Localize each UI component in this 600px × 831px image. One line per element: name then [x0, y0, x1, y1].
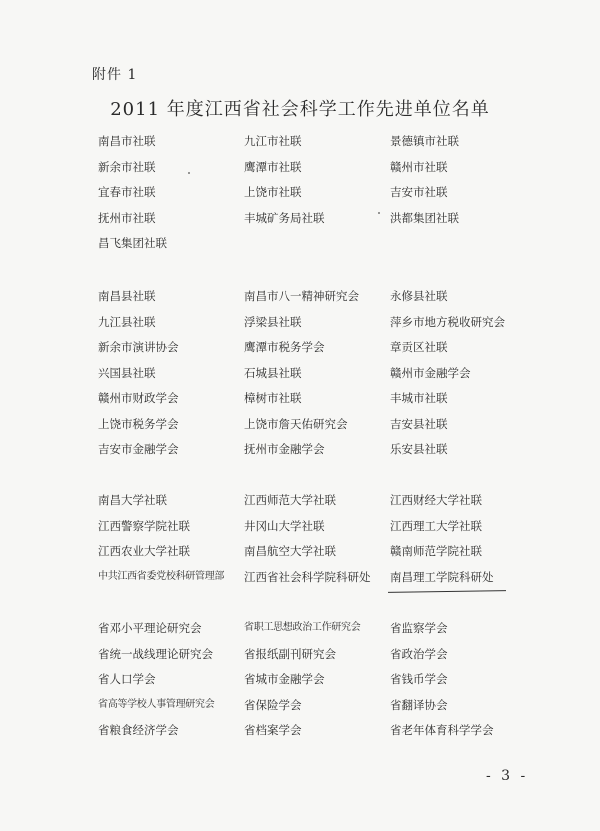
- section-university-federations: [98, 492, 538, 594]
- unit-name: 省保险学会: [244, 697, 302, 712]
- list-row: [98, 210, 538, 236]
- unit-name: 赣州市社联: [390, 159, 448, 174]
- document-title: 2011 年度江西省社会科学工作先进单位名单: [110, 99, 490, 120]
- unit-name: 九江县社联: [98, 314, 156, 329]
- scan-speck: [378, 212, 380, 214]
- page-number: - 3 -: [486, 768, 529, 784]
- list-row: [98, 288, 538, 314]
- list-row: [98, 441, 538, 467]
- unit-name: 省老年体育科学学会: [390, 723, 494, 737]
- unit-name: 省统一战线理论研究会: [98, 646, 213, 661]
- unit-name: 永修县社联: [390, 289, 448, 303]
- list-row: [98, 518, 538, 544]
- unit-name: 乐安县社联: [390, 442, 448, 456]
- list-row: [98, 543, 538, 569]
- list-row: [98, 184, 538, 210]
- unit-name: 萍乡市地方税收研究会: [390, 314, 505, 329]
- unit-name: 南昌县社联: [98, 289, 156, 303]
- unit-name: 上饶市社联: [244, 185, 302, 199]
- section-county-associations: [98, 288, 538, 467]
- unit-name: 省政治学会: [390, 646, 448, 661]
- list-row: [98, 159, 538, 185]
- unit-name: 丰城矿务局社联: [244, 210, 325, 225]
- unit-name: 抚州市金融学会: [244, 442, 325, 456]
- list-row: [98, 646, 538, 672]
- unit-name: 中共江西省委党校科研管理部: [98, 570, 225, 582]
- unit-name: 兴国县社联: [98, 365, 156, 380]
- unit-name: 吉安县社联: [390, 416, 448, 431]
- unit-name: 省钱币学会: [390, 672, 448, 686]
- unit-name: 吉安市社联: [390, 185, 448, 199]
- unit-name: 江西师范大学社联: [244, 493, 336, 507]
- list-row: [98, 697, 538, 723]
- unit-name: 省翻译协会: [390, 697, 448, 712]
- list-row: [98, 339, 538, 365]
- unit-name: 省职工思想政治工作研究会: [244, 622, 361, 633]
- unit-name: 南昌大学社联: [98, 493, 167, 507]
- unit-name: 新余市演讲协会: [98, 340, 179, 354]
- unit-name: 江西省社会科学院科研处: [244, 569, 371, 584]
- unit-name: 赣南师范学院社联: [390, 544, 482, 558]
- list-row: [98, 492, 538, 518]
- attachment-label: 附件 1: [92, 67, 138, 83]
- unit-name: 吉安市金融学会: [98, 442, 179, 456]
- list-row: [98, 620, 538, 646]
- unit-name: 赣州市财政学会: [98, 391, 179, 405]
- unit-name: 江西警察学院社联: [98, 518, 190, 533]
- unit-name: 省高等学校人事管理研究会: [98, 698, 215, 710]
- unit-name: 宜春市社联: [98, 185, 156, 199]
- list-row: [98, 235, 538, 261]
- unit-name: 鹰潭市税务学会: [244, 340, 325, 354]
- unit-name: 省邓小平理论研究会: [98, 621, 202, 635]
- unit-name: 省报纸副刊研究会: [244, 646, 336, 661]
- unit-name: 鹰潭市社联: [244, 159, 302, 174]
- unit-name: 新余市社联: [98, 159, 156, 174]
- list-row: [98, 314, 538, 340]
- unit-name: 上饶市税务学会: [98, 416, 179, 431]
- unit-name: 浮梁县社联: [244, 314, 302, 329]
- list-row: [98, 416, 538, 442]
- unit-name: 省档案学会: [244, 723, 302, 737]
- scan-speck: [188, 172, 190, 174]
- unit-name: 省人口学会: [98, 672, 156, 686]
- unit-name: 井冈山大学社联: [244, 518, 325, 533]
- unit-name: 省监察学会: [390, 621, 448, 635]
- unit-name: 抚州市社联: [98, 210, 156, 225]
- unit-name: 赣州市金融学会: [390, 365, 471, 380]
- list-row: [98, 722, 538, 748]
- unit-name: 章贡区社联: [390, 340, 448, 354]
- unit-name: 九江市社联: [244, 134, 302, 148]
- section-provincial-societies: [98, 620, 538, 748]
- list-row: [98, 365, 538, 391]
- list-row: [98, 133, 538, 159]
- unit-name: 洪都集团社联: [390, 210, 459, 225]
- unit-name: 南昌理工学院科研处: [390, 569, 494, 584]
- unit-name: 江西理工大学社联: [390, 518, 482, 533]
- unit-name: 石城县社联: [244, 365, 302, 380]
- unit-name: 昌飞集团社联: [98, 236, 167, 250]
- unit-name: 上饶市詹天佑研究会: [244, 416, 348, 431]
- unit-name: 樟树市社联: [244, 391, 302, 405]
- list-row: [98, 671, 538, 697]
- unit-name: 省城市金融学会: [244, 672, 325, 686]
- section-city-federations: [98, 133, 538, 261]
- unit-name: 省粮食经济学会: [98, 723, 179, 737]
- unit-name: 景德镇市社联: [390, 134, 459, 148]
- unit-name: 丰城市社联: [390, 391, 448, 405]
- unit-name: 南昌市八一精神研究会: [244, 289, 359, 303]
- unit-name: 南昌市社联: [98, 134, 156, 148]
- unit-name: 江西农业大学社联: [98, 544, 190, 558]
- unit-name: 南昌航空大学社联: [244, 544, 336, 558]
- list-row: [98, 390, 538, 416]
- unit-name: 江西财经大学社联: [390, 493, 482, 507]
